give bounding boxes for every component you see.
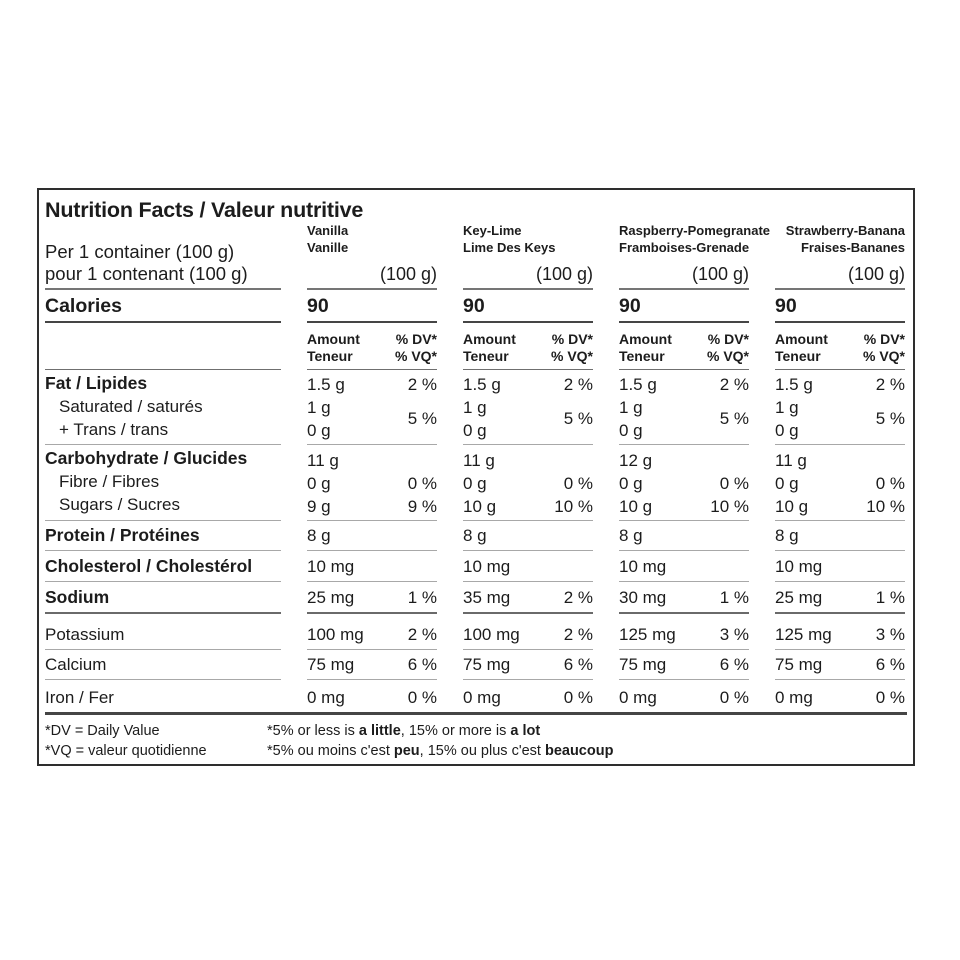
calories-band [45, 290, 907, 323]
footnote-scale-fr: *5% ou moins c'est peu, 15% ou plus c'est beaucoup [267, 742, 614, 759]
amount-header-fr: Teneur [619, 347, 665, 364]
flavor-name-en: Vanilla [307, 223, 349, 238]
footnote-scale-en: *5% or less is a little, 15% or more is a lot [267, 722, 541, 739]
flavor-name-fr: Lime Des Keys [463, 239, 556, 255]
dv-header-fr: % VQ* [550, 347, 593, 364]
carbohydrate-label-cell [45, 445, 281, 521]
amount-header-fr: Teneur [463, 347, 509, 364]
serving-size-en: Per 1 container (100 g) [45, 240, 235, 262]
calcium-label: Calcium [45, 654, 107, 674]
flavor-name-en: Key-Lime [463, 223, 522, 238]
flavor-size: (100 g) [535, 263, 593, 284]
flavor-header-raspberry-pomegranate [619, 192, 770, 290]
dv-header-en: % DV* [707, 330, 749, 347]
serving-size-fr: pour 1 contenant (100 g) [45, 262, 248, 284]
amount-header-fr: Teneur [307, 347, 353, 364]
cholesterol-value-strawberry-banana: 10 mg [775, 551, 905, 582]
fibre-label: Fibre / Fibres [59, 471, 160, 491]
protein-value-key-lime: 8 g [463, 521, 593, 551]
carbohydrate-label: Carbohydrate / Glucides [45, 447, 248, 468]
cholesterol-label: Cholesterol / Cholestérol [45, 555, 253, 576]
flavor-header-strawberry-banana [775, 192, 905, 290]
flavor-name-en: Strawberry-Banana [785, 223, 905, 238]
calories-value-key-lime: 90 [463, 290, 593, 323]
fat-values-strawberry-banana: 1.5 g 1 g 0 g 2 % 5 % [775, 370, 905, 445]
sodium-label: Sodium [45, 586, 110, 607]
amount-header-key-lime [463, 323, 593, 370]
flavor-header-key-lime [463, 192, 593, 290]
flavor-size: (100 g) [691, 263, 749, 284]
fat-label-cell [45, 370, 281, 445]
calories-value-strawberry-banana: 90 [775, 290, 905, 323]
iron-values-strawberry-banana: 0 mg 0 % [775, 687, 905, 707]
calories-label: Calories [45, 294, 122, 317]
flavor-size: (100 g) [847, 263, 905, 284]
amount-header-fr: Teneur [775, 347, 821, 364]
potassium-values-key-lime: 100 mg 2 % [463, 614, 593, 650]
amount-header-en: Amount [463, 330, 516, 347]
carbohydrate-row [45, 445, 907, 521]
amount-header-label-cell [45, 323, 281, 370]
sodium-values-vanilla: 25 mg 1 % [307, 582, 437, 614]
fat-values-key-lime: 1.5 g 1 g 0 g 2 % 5 % [463, 370, 593, 445]
amount-header-vanilla [307, 323, 437, 370]
cholesterol-value-key-lime: 10 mg [463, 551, 593, 582]
protein-value-vanilla: 8 g [307, 521, 437, 551]
dv-header-en: % DV* [863, 330, 905, 347]
iron-label: Iron / Fer [45, 687, 114, 707]
protein-value-strawberry-banana: 8 g [775, 521, 905, 551]
sugars-label: Sugars / Sucres [59, 494, 180, 514]
amount-header-strawberry-banana [775, 323, 905, 370]
iron-values-raspberry-pomegranate: 0 mg 0 % [619, 687, 749, 707]
iron-row [45, 680, 907, 712]
sodium-values-strawberry-banana: 25 mg 1 % [775, 582, 905, 614]
flavor-name-fr: Vanille [307, 239, 349, 255]
amount-header-en: Amount [775, 330, 828, 347]
calories-value-vanilla: 90 [307, 290, 437, 323]
iron-values-key-lime: 0 mg 0 % [463, 687, 593, 707]
dv-header-fr: % VQ* [394, 347, 437, 364]
fat-values-raspberry-pomegranate: 1.5 g 1 g 0 g 2 % 5 % [619, 370, 749, 445]
carbohydrate-values-strawberry-banana: 11 g 0 g 10 g 0 % 10 % [775, 445, 905, 521]
calories-value-raspberry-pomegranate: 90 [619, 290, 749, 323]
protein-row [45, 521, 907, 551]
cholesterol-row [45, 551, 907, 582]
footnote-vq-definition: *VQ = valeur quotidienne [45, 742, 207, 759]
dv-header-en: % DV* [395, 330, 437, 347]
calcium-values-vanilla: 75 mg 6 % [307, 650, 437, 680]
trans-label: + Trans / trans [59, 419, 169, 439]
flavor-size: (100 g) [379, 263, 437, 284]
fat-row [45, 370, 907, 445]
nutrition-facts-label [37, 188, 915, 766]
amount-header-en: Amount [307, 330, 360, 347]
cholesterol-value-raspberry-pomegranate: 10 mg [619, 551, 749, 582]
saturated-label: Saturated / saturés [59, 396, 203, 416]
sodium-values-raspberry-pomegranate: 30 mg 1 % [619, 582, 749, 614]
amount-header-en: Amount [619, 330, 672, 347]
cholesterol-value-vanilla: 10 mg [307, 551, 437, 582]
flavor-header-vanilla [307, 192, 437, 290]
dv-header-en: % DV* [551, 330, 593, 347]
flavor-name-fr: Fraises-Bananes [800, 239, 905, 255]
iron-values-vanilla: 0 mg 0 % [307, 687, 437, 707]
protein-label: Protein / Protéines [45, 524, 200, 545]
calcium-row [45, 650, 907, 680]
sodium-row [45, 582, 907, 614]
calcium-values-strawberry-banana: 75 mg 6 % [775, 650, 905, 680]
potassium-row [45, 614, 907, 650]
calories-label-cell [45, 290, 281, 323]
calcium-values-raspberry-pomegranate: 75 mg 6 % [619, 650, 749, 680]
dv-header-fr: % VQ* [862, 347, 905, 364]
protein-value-raspberry-pomegranate: 8 g [619, 521, 749, 551]
calcium-values-key-lime: 75 mg 6 % [463, 650, 593, 680]
fat-values-vanilla: 1.5 g 1 g 0 g 2 % 5 % [307, 370, 437, 445]
flavor-name-fr: Framboises-Grenade [619, 239, 750, 255]
amount-header-raspberry-pomegranate [619, 323, 749, 370]
serving-size [45, 241, 281, 288]
page-title: Nutrition Facts / Valeur nutritive [45, 198, 364, 222]
amount-header-band [45, 323, 907, 370]
dv-header-fr: % VQ* [706, 347, 749, 364]
sodium-values-key-lime: 35 mg 2 % [463, 582, 593, 614]
carbohydrate-values-raspberry-pomegranate: 12 g 0 g 10 g 0 % 10 % [619, 445, 749, 521]
footnotes [45, 715, 907, 761]
footnote-dv-definition: *DV = Daily Value [45, 722, 160, 739]
potassium-values-raspberry-pomegranate: 125 mg 3 % [619, 614, 749, 650]
fat-label: Fat / Lipides [45, 372, 148, 393]
carbohydrate-values-key-lime: 11 g 0 g 10 g 0 % 10 % [463, 445, 593, 521]
carbohydrate-values-vanilla: 11 g 0 g 9 g 0 % 9 % [307, 445, 437, 521]
header-band [45, 192, 907, 290]
potassium-values-vanilla: 100 mg 2 % [307, 614, 437, 650]
flavor-name-en: Raspberry-Pomegranate [619, 223, 770, 238]
potassium-values-strawberry-banana: 125 mg 3 % [775, 614, 905, 650]
potassium-label: Potassium [45, 624, 125, 644]
